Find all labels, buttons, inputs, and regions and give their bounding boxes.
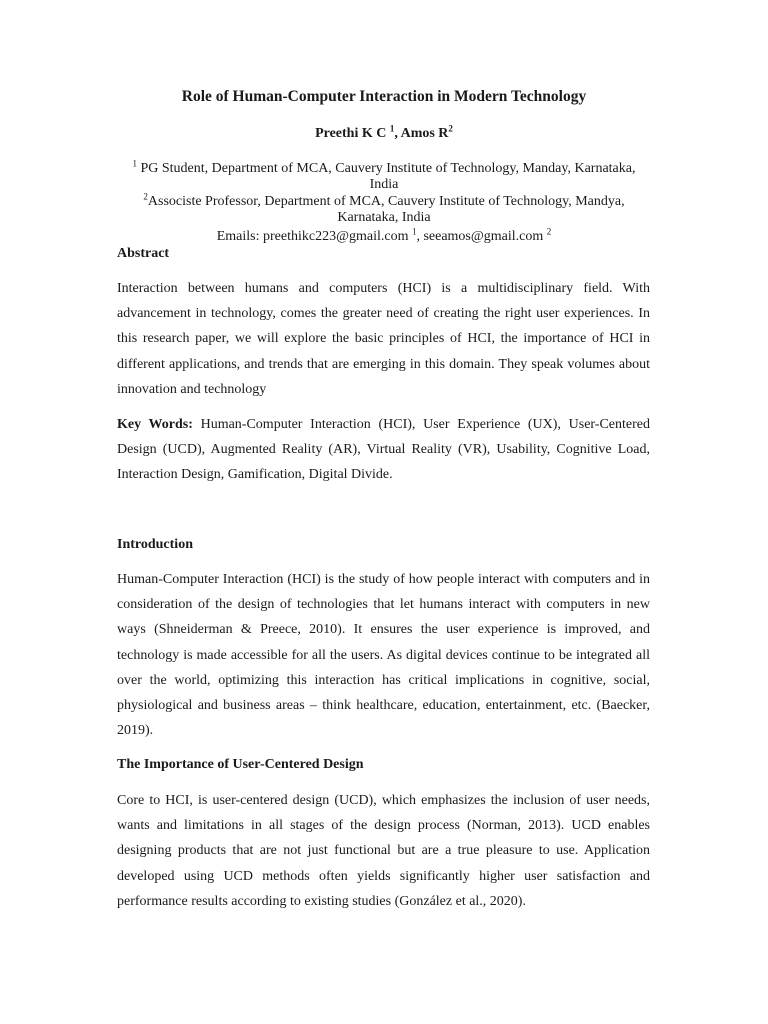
email-1-sup: 1 — [411, 226, 417, 237]
author-line — [0, 123, 768, 142]
introduction-heading: Introduction — [117, 537, 193, 552]
introduction-text: Human-Computer Interaction (HCI) is the study of how people interact with computers and in consideration of the design of technologies that let humans interact with computers in new ways (Shneiderman & Preece, 2010). It ensures the user experience is improved, and technology is made accessible for all the users. As digital devices continue to be integrated all over the world, optimizing this interaction has critical implications in cognitive, social, physiological and business areas – think healthcare, education, entertainment, etc. (Baecker, 2019). — [117, 572, 650, 739]
affiliation-2-text: Associste Professor, Department of MCA, Cauvery Institute of Technology, Mandya, Karnataka, India — [147, 194, 625, 225]
affiliation-2-sup: 2 — [143, 191, 148, 202]
author-2: Amos R — [400, 126, 449, 141]
emails-line — [0, 226, 768, 245]
keywords-label: Key Words: — [117, 417, 193, 432]
paper-title: Role of Human-Computer Interaction in Modern Technology — [181, 88, 587, 105]
email-2-sup: 2 — [546, 226, 552, 237]
affiliation-2 — [128, 191, 640, 226]
emails-prefix: Emails: preethikc223@gmail.com — [216, 229, 412, 244]
emails-middle: , seeamos@gmail.com — [416, 229, 547, 244]
author-2-sup: 2 — [448, 123, 453, 134]
ucd-text: Core to HCI, is user-centered design (UCD), which emphasizes the inclusion of user needs, wants and limitations in all stages of the design process (Norman, 2013). UCD enables designing products that are not just functional but are a true pleasure to use. Application developed using UCD methods often yields significantly higher user satisfaction and performance results according to existing studies (González et al., 2020). — [117, 793, 650, 909]
author-1-sup: 1 — [389, 123, 395, 134]
affiliation-1 — [128, 158, 640, 193]
abstract-heading: Abstract — [117, 246, 170, 261]
author-1: Preethi K C — [315, 126, 387, 141]
abstract-text: Interaction between humans and computers (HCI) is a multidisciplinary field. With advancement in technology, comes the greater need of creating the right user experiences. In this research paper, we will explore the basic principles of HCI, the importance of HCI in different applications, and trends that are emerging in this domain. They speak volumes about innovation and technology — [117, 281, 650, 397]
affiliation-1-text: PG Student, Department of MCA, Cauvery Institute of Technology, Manday, Karnataka, India — [136, 161, 636, 192]
keywords-paragraph — [117, 412, 650, 488]
author-separator: , — [394, 126, 401, 141]
keywords-text: Human-Computer Interaction (HCI), User Experience (UX), User-Centered Design (UCD), Augmented Reality (AR), Virtual Reality (VR), Usability, Cognitive Load, Interaction Design, Gamification, Digital Divide. — [117, 417, 650, 483]
affiliation-1-sup: 1 — [132, 158, 137, 169]
ucd-heading: The Importance of User-Centered Design — [117, 757, 364, 772]
